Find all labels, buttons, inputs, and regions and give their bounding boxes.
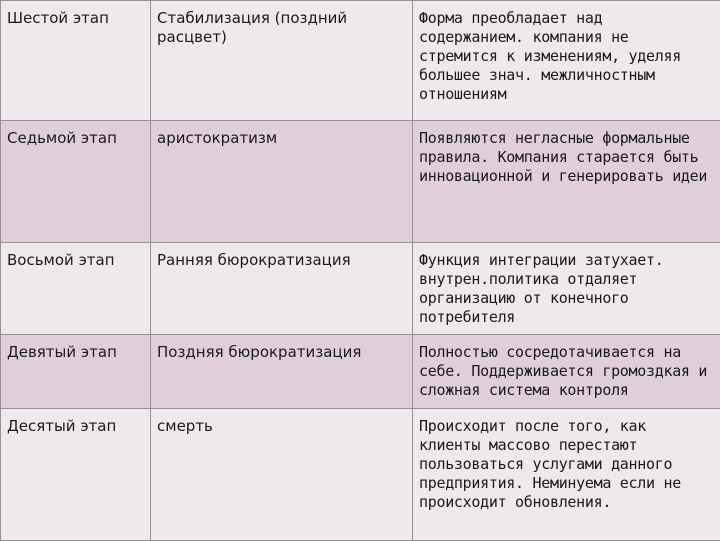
- table-row: [1, 121, 720, 243]
- table-row: [1, 1, 720, 121]
- stage-description-cell: Функция интеграции затухает. внутрен.политика отдаляет организацию от конечного потребителя: [413, 243, 720, 335]
- stage-cell: Девятый этап: [1, 335, 151, 409]
- stage-description-cell: Форма преобладает над содержанием. компания не стремится к изменениям, уделяя большее знач. межличностным отношениям: [413, 1, 720, 121]
- stage-description-cell: Полностью сосредотачивается на себе. Поддерживается громоздкая и сложная система контроля: [413, 335, 720, 409]
- stage-description-cell: Происходит после того, как клиенты массово перестают пользоваться услугами данного предприятия. Неминуема если не происходит обновления.: [413, 409, 720, 541]
- table-row: [1, 409, 720, 541]
- table-row: [1, 243, 720, 335]
- stage-name-cell: Стабилизация (поздний расцвет): [151, 1, 413, 121]
- stage-cell: Восьмой этап: [1, 243, 151, 335]
- stage-name-cell: Поздняя бюрократизация: [151, 335, 413, 409]
- stage-name-cell: Ранняя бюрократизация: [151, 243, 413, 335]
- stage-cell: Седьмой этап: [1, 121, 151, 243]
- stage-cell: Шестой этап: [1, 1, 151, 121]
- stage-name-cell: смерть: [151, 409, 413, 541]
- stage-name-cell: аристократизм: [151, 121, 413, 243]
- table-row: [1, 335, 720, 409]
- stage-description-cell: Появляются негласные формальные правила. Компания старается быть инновационной и генерировать идеи: [413, 121, 720, 243]
- stage-cell: Десятый этап: [1, 409, 151, 541]
